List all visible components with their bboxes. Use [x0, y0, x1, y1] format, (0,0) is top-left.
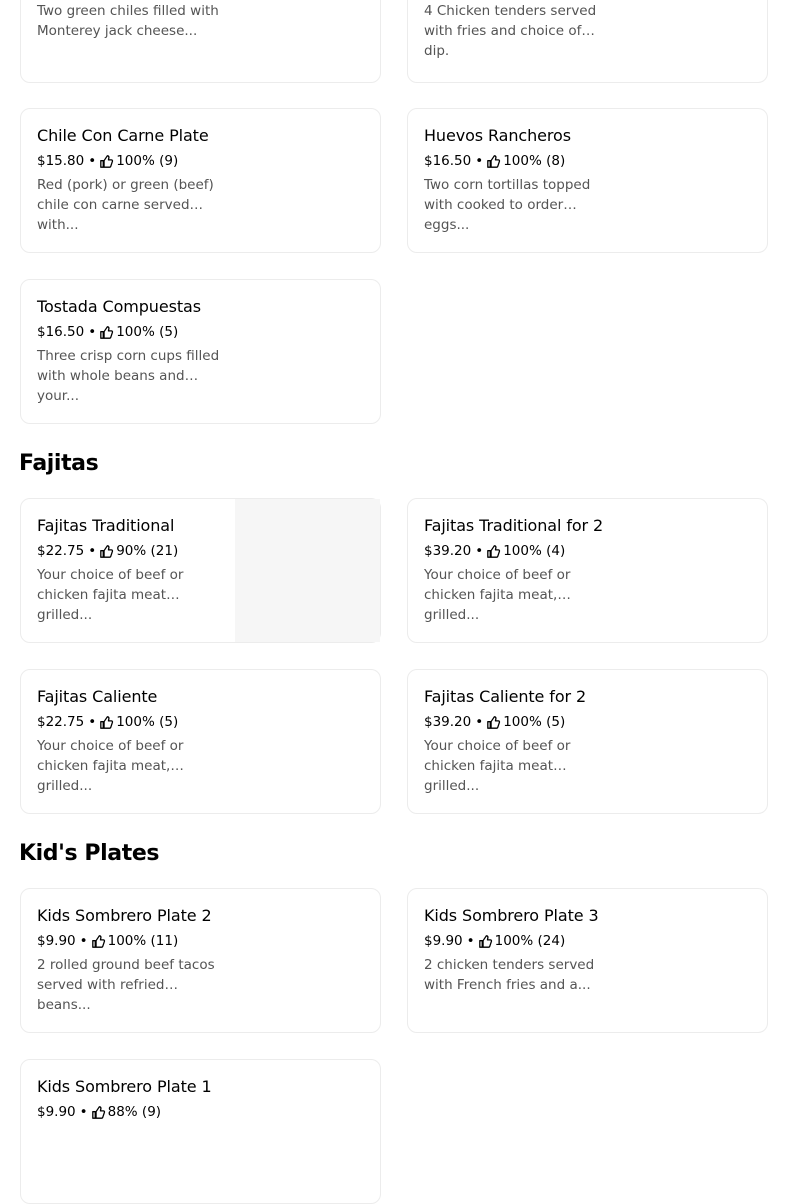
item-rating: 100% (5): [503, 714, 566, 730]
thumbs-up-icon: [100, 545, 113, 558]
item-name: Fajitas Caliente: [37, 687, 158, 706]
item-name: Tostada Compuestas: [37, 297, 201, 316]
thumbs-up-icon: [487, 545, 500, 558]
menu-item-card[interactable]: [20, 669, 381, 814]
menu-item-card[interactable]: [407, 108, 768, 253]
item-name: Chile Con Carne Plate: [37, 126, 209, 145]
item-meta: [37, 714, 178, 730]
item-name: Fajitas Traditional for 2: [424, 516, 604, 535]
item-rating: 100% (4): [503, 543, 566, 559]
separator: •: [79, 933, 88, 949]
item-description: Red (pork) or green (beef) chile con carne served with...: [37, 177, 214, 233]
menu-item-card[interactable]: [20, 498, 381, 643]
menu-item-card[interactable]: [407, 888, 768, 1033]
thumbs-up-icon: [92, 1106, 105, 1119]
menu-item-card[interactable]: [407, 669, 768, 814]
item-price: $39.20: [424, 714, 472, 730]
item-price: $9.90: [424, 933, 463, 949]
item-rating: 88% (9): [107, 1104, 162, 1120]
item-price: $9.90: [37, 933, 76, 949]
item-meta: [424, 933, 565, 949]
separator: •: [88, 543, 97, 559]
item-meta: [37, 153, 178, 169]
item-rating: 100% (11): [107, 933, 179, 949]
item-description: Your choice of beef or chicken fajita meat grilled...: [37, 567, 184, 623]
item-description: Your choice of beef or chicken fajita meat grilled...: [424, 738, 571, 794]
separator: •: [475, 153, 484, 169]
item-name: Kids Sombrero Plate 2: [37, 906, 212, 925]
item-rating: 100% (8): [503, 153, 566, 169]
item-rating: 100% (24): [494, 933, 566, 949]
item-price: $22.75: [37, 714, 85, 730]
item-meta: [37, 543, 178, 559]
thumbs-up-icon: [479, 935, 492, 948]
separator: •: [475, 714, 484, 730]
item-name: Fajitas Caliente for 2: [424, 687, 587, 706]
thumbs-up-icon: [100, 716, 113, 729]
item-meta: [37, 1104, 161, 1120]
item-image: [235, 499, 380, 642]
item-meta: [424, 543, 565, 559]
menu-item-card[interactable]: [20, 279, 381, 424]
item-meta: [424, 153, 565, 169]
menu-item-card[interactable]: [407, 0, 768, 83]
item-description: 2 chicken tenders served with French fries and a...: [424, 957, 595, 993]
item-name: Fajitas Traditional: [37, 516, 175, 535]
item-description: Your choice of beef or chicken fajita meat, grilled...: [37, 738, 184, 794]
separator: •: [475, 543, 484, 559]
item-rating: 100% (5): [116, 324, 179, 340]
item-rating: 100% (5): [116, 714, 179, 730]
thumbs-up-icon: [487, 716, 500, 729]
item-meta: [424, 714, 565, 730]
item-name: Kids Sombrero Plate 1: [37, 1077, 212, 1096]
separator: •: [88, 714, 97, 730]
item-price: $16.50: [424, 153, 472, 169]
item-price: $15.80: [37, 153, 85, 169]
separator: •: [466, 933, 475, 949]
thumbs-up-icon: [100, 155, 113, 168]
item-rating: 90% (21): [116, 543, 179, 559]
item-description: Your choice of beef or chicken fajita meat, grilled...: [424, 567, 571, 623]
thumbs-up-icon: [92, 935, 105, 948]
thumbs-up-icon: [100, 326, 113, 339]
section-title-fajitas: Fajitas: [19, 451, 99, 476]
menu-item-card[interactable]: [20, 0, 381, 83]
separator: •: [79, 1104, 88, 1120]
item-price: $16.50: [37, 324, 85, 340]
item-meta: [37, 933, 178, 949]
menu-item-card[interactable]: [20, 108, 381, 253]
menu-item-card[interactable]: [407, 498, 768, 643]
item-name: Huevos Rancheros: [424, 126, 571, 145]
item-name: Kids Sombrero Plate 3: [424, 906, 599, 925]
item-description: 4 Chicken tenders served with fries and choice of dip.: [424, 3, 597, 59]
separator: •: [88, 153, 97, 169]
item-rating: 100% (9): [116, 153, 179, 169]
menu-item-card[interactable]: [20, 1059, 381, 1204]
section-title-kids-plates: Kid's Plates: [19, 841, 160, 866]
item-price: $39.20: [424, 543, 472, 559]
item-description: Two green chiles filled with Monterey jack cheese...: [37, 3, 219, 39]
menu-item-card[interactable]: [20, 888, 381, 1033]
item-description: 2 rolled ground beef tacos served with refried beans...: [37, 957, 215, 1013]
item-description: Two corn tortillas topped with cooked to order eggs...: [424, 177, 591, 233]
thumbs-up-icon: [487, 155, 500, 168]
item-price: $22.75: [37, 543, 85, 559]
item-meta: [37, 324, 178, 340]
separator: •: [88, 324, 97, 340]
item-description: Three crisp corn cups filled with whole beans and your...: [37, 348, 220, 404]
item-price: $9.90: [37, 1104, 76, 1120]
